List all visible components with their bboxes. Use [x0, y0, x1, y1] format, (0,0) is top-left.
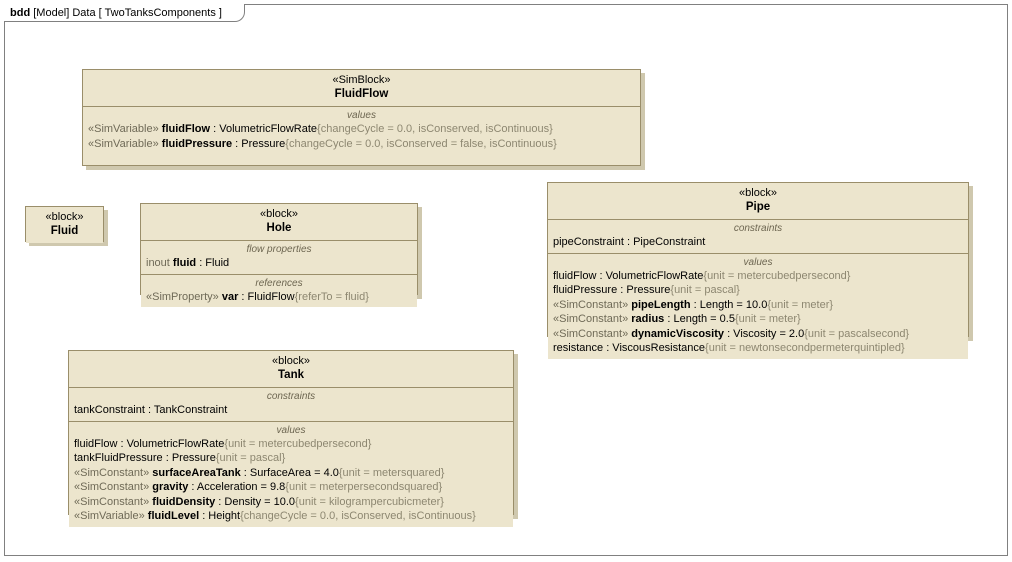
feature-row[interactable] [548, 283, 968, 298]
feature-keyword: «SimConstant» [553, 327, 629, 340]
tank-constraints-compartment [69, 387, 513, 421]
feature-keyword: «SimConstant» [553, 298, 629, 311]
compartment-title: values [347, 110, 376, 121]
hole-references-compartment [141, 274, 417, 308]
feature-row[interactable] [69, 437, 513, 452]
feature-type: : VolumetricFlowRate [210, 123, 318, 135]
tank-stereotype: «block» [272, 355, 310, 367]
feature-text: fluidFlow : VolumetricFlowRate [74, 437, 225, 450]
feature-type: : Density = 10.0 [215, 495, 296, 508]
feature-keyword: «SimVariable» [74, 510, 145, 522]
feature-text: fluidFlow : VolumetricFlowRate [553, 269, 704, 282]
fluidflow-header [83, 70, 640, 106]
feature-row[interactable] [69, 451, 513, 466]
feature-name: surfaceAreaTank [152, 466, 241, 479]
feature-row[interactable] [141, 256, 417, 271]
feature-name: fluidFlow [161, 123, 211, 135]
feature-constraint: {unit = metercubedpersecond} [703, 269, 851, 282]
feature-text: tankConstraint : TankConstraint [74, 404, 228, 416]
feature-text: pipeConstraint : PipeConstraint [553, 236, 706, 248]
feature-constraint: {unit = pascal} [215, 452, 286, 464]
compartment-title: constraints [733, 223, 783, 234]
feature-row[interactable] [83, 137, 640, 152]
feature-row[interactable] [548, 341, 968, 356]
feature-constraint: {unit = pascalsecond} [804, 327, 910, 340]
feature-row[interactable] [69, 480, 513, 495]
compartment-title: values [276, 424, 306, 436]
feature-name: fluidPressure [161, 137, 233, 150]
feature-name: gravity [152, 481, 189, 493]
feature-type: : Fluid [196, 257, 230, 269]
compartment-title: values [743, 256, 773, 268]
fluidflow-stereotype: «SimBlock» [332, 74, 391, 86]
frame-title-label: [Model] Data [ TwoTanksComponents ] [33, 7, 222, 19]
feature-constraint: {unit = meter} [734, 313, 801, 325]
fluid-header [26, 207, 103, 243]
block-tank[interactable] [68, 350, 514, 522]
block-fluid[interactable] [25, 206, 104, 242]
feature-constraint: {unit = metersquared} [338, 466, 445, 479]
feature-type: : Height [199, 510, 241, 522]
tank-values-compartment [69, 421, 513, 527]
block-fluidflow[interactable] [82, 69, 641, 166]
feature-name: var [221, 290, 239, 303]
feature-keyword: «SimVariable» [88, 123, 159, 135]
pipe-name: Pipe [745, 201, 771, 213]
feature-constraint: {unit = meter} [767, 298, 834, 311]
tank-name: Tank [278, 369, 304, 381]
feature-keyword: inout [146, 257, 170, 269]
feature-keyword: «SimProperty» [146, 290, 219, 303]
feature-type: : Length = 10.0 [690, 298, 768, 311]
feature-row[interactable] [548, 327, 968, 342]
compartment-title: flow properties [246, 244, 312, 255]
feature-row[interactable] [548, 312, 968, 327]
feature-row[interactable] [69, 466, 513, 481]
feature-row[interactable] [69, 495, 513, 510]
feature-constraint: {changeCycle = 0.0, isConserved, isContinuous} [317, 123, 553, 135]
pipe-header [548, 183, 968, 219]
frame-kind-label: bdd [10, 7, 31, 19]
feature-row[interactable] [548, 298, 968, 313]
feature-keyword: «SimVariable» [88, 137, 159, 150]
feature-keyword: «SimConstant» [74, 466, 150, 479]
fluid-stereotype: «block» [45, 211, 84, 223]
feature-name: fluidLevel [147, 510, 200, 522]
feature-row[interactable] [548, 235, 968, 250]
feature-type: : Pressure [232, 137, 286, 150]
fluidflow-values-compartment [83, 106, 640, 154]
hole-flowproperties-compartment [141, 240, 417, 274]
feature-keyword: «SimConstant» [553, 313, 629, 325]
feature-constraint: {changeCycle = 0.0, isConserved, isContinuous} [240, 510, 476, 522]
feature-constraint: {changeCycle = 0.0, isConserved = false, isContinuous} [285, 137, 557, 150]
compartment-title: constraints [266, 391, 316, 402]
fluidflow-name: FluidFlow [334, 88, 389, 100]
feature-constraint: {unit = metercubedpersecond} [224, 437, 372, 450]
hole-header [141, 204, 417, 240]
feature-name: dynamicViscosity [631, 327, 725, 340]
feature-constraint: {unit = kilogrampercubicmeter} [295, 495, 444, 508]
pipe-values-compartment [548, 253, 968, 359]
feature-row[interactable] [548, 269, 968, 284]
feature-name: radius [631, 313, 665, 325]
feature-row[interactable] [69, 509, 513, 524]
feature-name: fluidDensity [152, 495, 216, 508]
diagram-frame-label [4, 4, 245, 22]
feature-constraint: {referTo = fluid} [294, 290, 369, 303]
fluid-name: Fluid [50, 225, 79, 237]
feature-constraint: {unit = pascal} [670, 284, 740, 296]
feature-constraint: {unit = newtonsecondpermeterquintipled} [705, 342, 905, 354]
feature-type: : SurfaceArea = 4.0 [240, 466, 339, 479]
block-hole[interactable] [140, 203, 418, 303]
feature-type: : Length = 0.5 [664, 313, 735, 325]
hole-name: Hole [266, 222, 292, 234]
block-pipe[interactable] [547, 182, 969, 354]
compartment-title: references [255, 277, 303, 289]
feature-row[interactable] [83, 122, 640, 137]
feature-row[interactable] [69, 403, 513, 418]
feature-type: : FluidFlow [238, 290, 295, 303]
pipe-stereotype: «block» [739, 187, 777, 199]
feature-type: : Acceleration = 9.8 [188, 481, 286, 493]
feature-type: : Viscosity = 2.0 [724, 327, 805, 340]
feature-text: tankFluidPressure : Pressure [74, 452, 216, 464]
feature-constraint: {unit = meterpersecondsquared} [285, 481, 443, 493]
feature-name: fluid [172, 257, 197, 269]
feature-name: pipeLength [631, 298, 691, 311]
feature-keyword: «SimConstant» [74, 495, 150, 508]
feature-row[interactable] [141, 290, 417, 305]
tank-header [69, 351, 513, 387]
pipe-constraints-compartment [548, 219, 968, 253]
feature-text: resistance : ViscousResistance [553, 342, 706, 354]
feature-keyword: «SimConstant» [74, 481, 150, 493]
feature-text: fluidPressure : Pressure [553, 284, 671, 296]
hole-stereotype: «block» [260, 208, 298, 220]
